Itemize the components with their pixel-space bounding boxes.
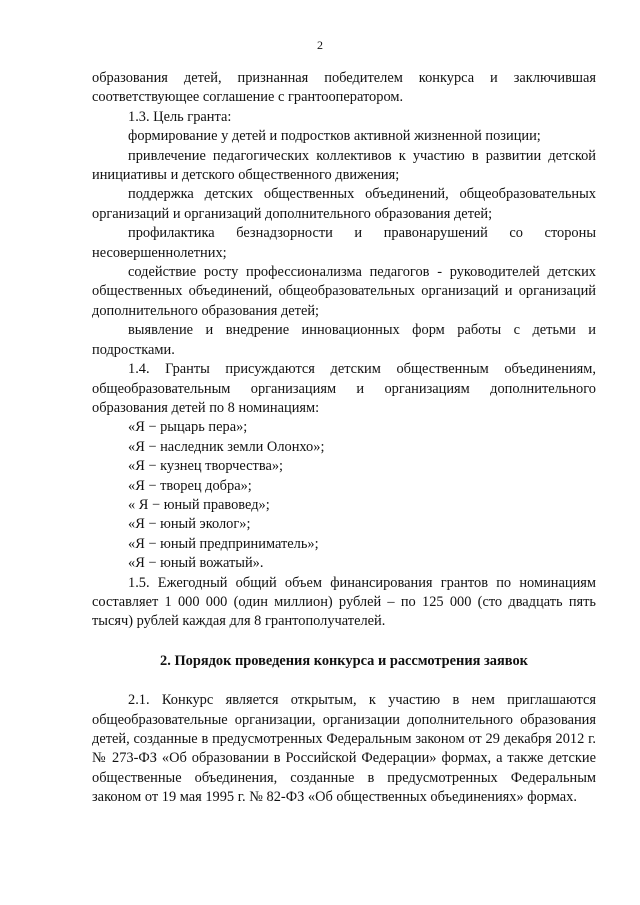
nomination-item: «Я − кузнец творчества»; bbox=[128, 458, 284, 475]
nominations-list bbox=[92, 418, 596, 573]
intro-paragraph: образования детей, признанная победителем конкурса и заключившая соответствующее соглашение с грантооператором. bbox=[92, 70, 596, 106]
nomination-item: « Я − юный правовед»; bbox=[128, 496, 270, 513]
nomination-item: «Я − юный вожатый». bbox=[128, 555, 264, 572]
goal-item: формирование у детей и подростков активной жизненной позиции; bbox=[128, 128, 541, 145]
goal-item: привлечение педагогических коллективов к участию в развитии детской инициативы и детского общественного движения; bbox=[92, 147, 596, 184]
funding-paragraph: 1.5. Ежегодный общий объем финансирования грантов по номинациям составляет 1 000 000 (один миллион) рублей – по 125 000 (сто двадцать пять тысяч) рублей каждая для 8 грантополучателей. bbox=[92, 574, 596, 630]
goal-item: поддержка детских общественных объединений, общеобразовательных организаций и организаций дополнительного образования детей; bbox=[92, 186, 596, 222]
nomination-item: «Я − юный эколог»; bbox=[128, 516, 251, 533]
nomination-item: «Я − наследник земли Олонхо»; bbox=[128, 438, 325, 455]
goal-item: выявление и внедрение инновационных форм работы с детьми и подростками. bbox=[92, 322, 596, 358]
grants-intro-paragraph: 1.4. Гранты присуждаются детским общественным объединениям, общеобразовательным организациям и организациям дополнительного образования детей по 8 номинациям: bbox=[92, 361, 596, 416]
nomination-item: «Я − юный предприниматель»; bbox=[128, 535, 319, 552]
goal-item: профилактика безнадзорности и правонарушений со стороны несовершеннолетних; bbox=[92, 225, 596, 261]
goals-list bbox=[92, 127, 596, 360]
section-2-1-paragraph: 2.1. Конкурс является открытым, к участию в нем приглашаются общеобразовательные организации, организации дополнительного образования детей, созданные в предусмотренных Федеральным законом от 29 декабря 2012 г. № 273-ФЗ «Об образовании в Российской Федерации» формах, а также детские общественные объединения, созданные в предусмотренных Федеральным законом от 19 мая 1995 г. № 82-ФЗ «Об общественных объединениях» формах. bbox=[92, 692, 596, 806]
page-number: 2 bbox=[317, 38, 323, 52]
nomination-item: «Я − рыцарь пера»; bbox=[128, 419, 248, 436]
nomination-item: «Я − творец добра»; bbox=[128, 477, 252, 494]
goal-item: содействие росту профессионализма педагогов - руководителей детских общественных объединений, общеобразовательных организаций и организаций дополнительного образования детей; bbox=[92, 264, 596, 319]
goal-title: 1.3. Цель гранта: bbox=[128, 108, 232, 125]
document-body bbox=[92, 69, 596, 808]
section-heading: 2. Порядок проведения конкурса и рассмотрения заявок bbox=[160, 652, 528, 669]
